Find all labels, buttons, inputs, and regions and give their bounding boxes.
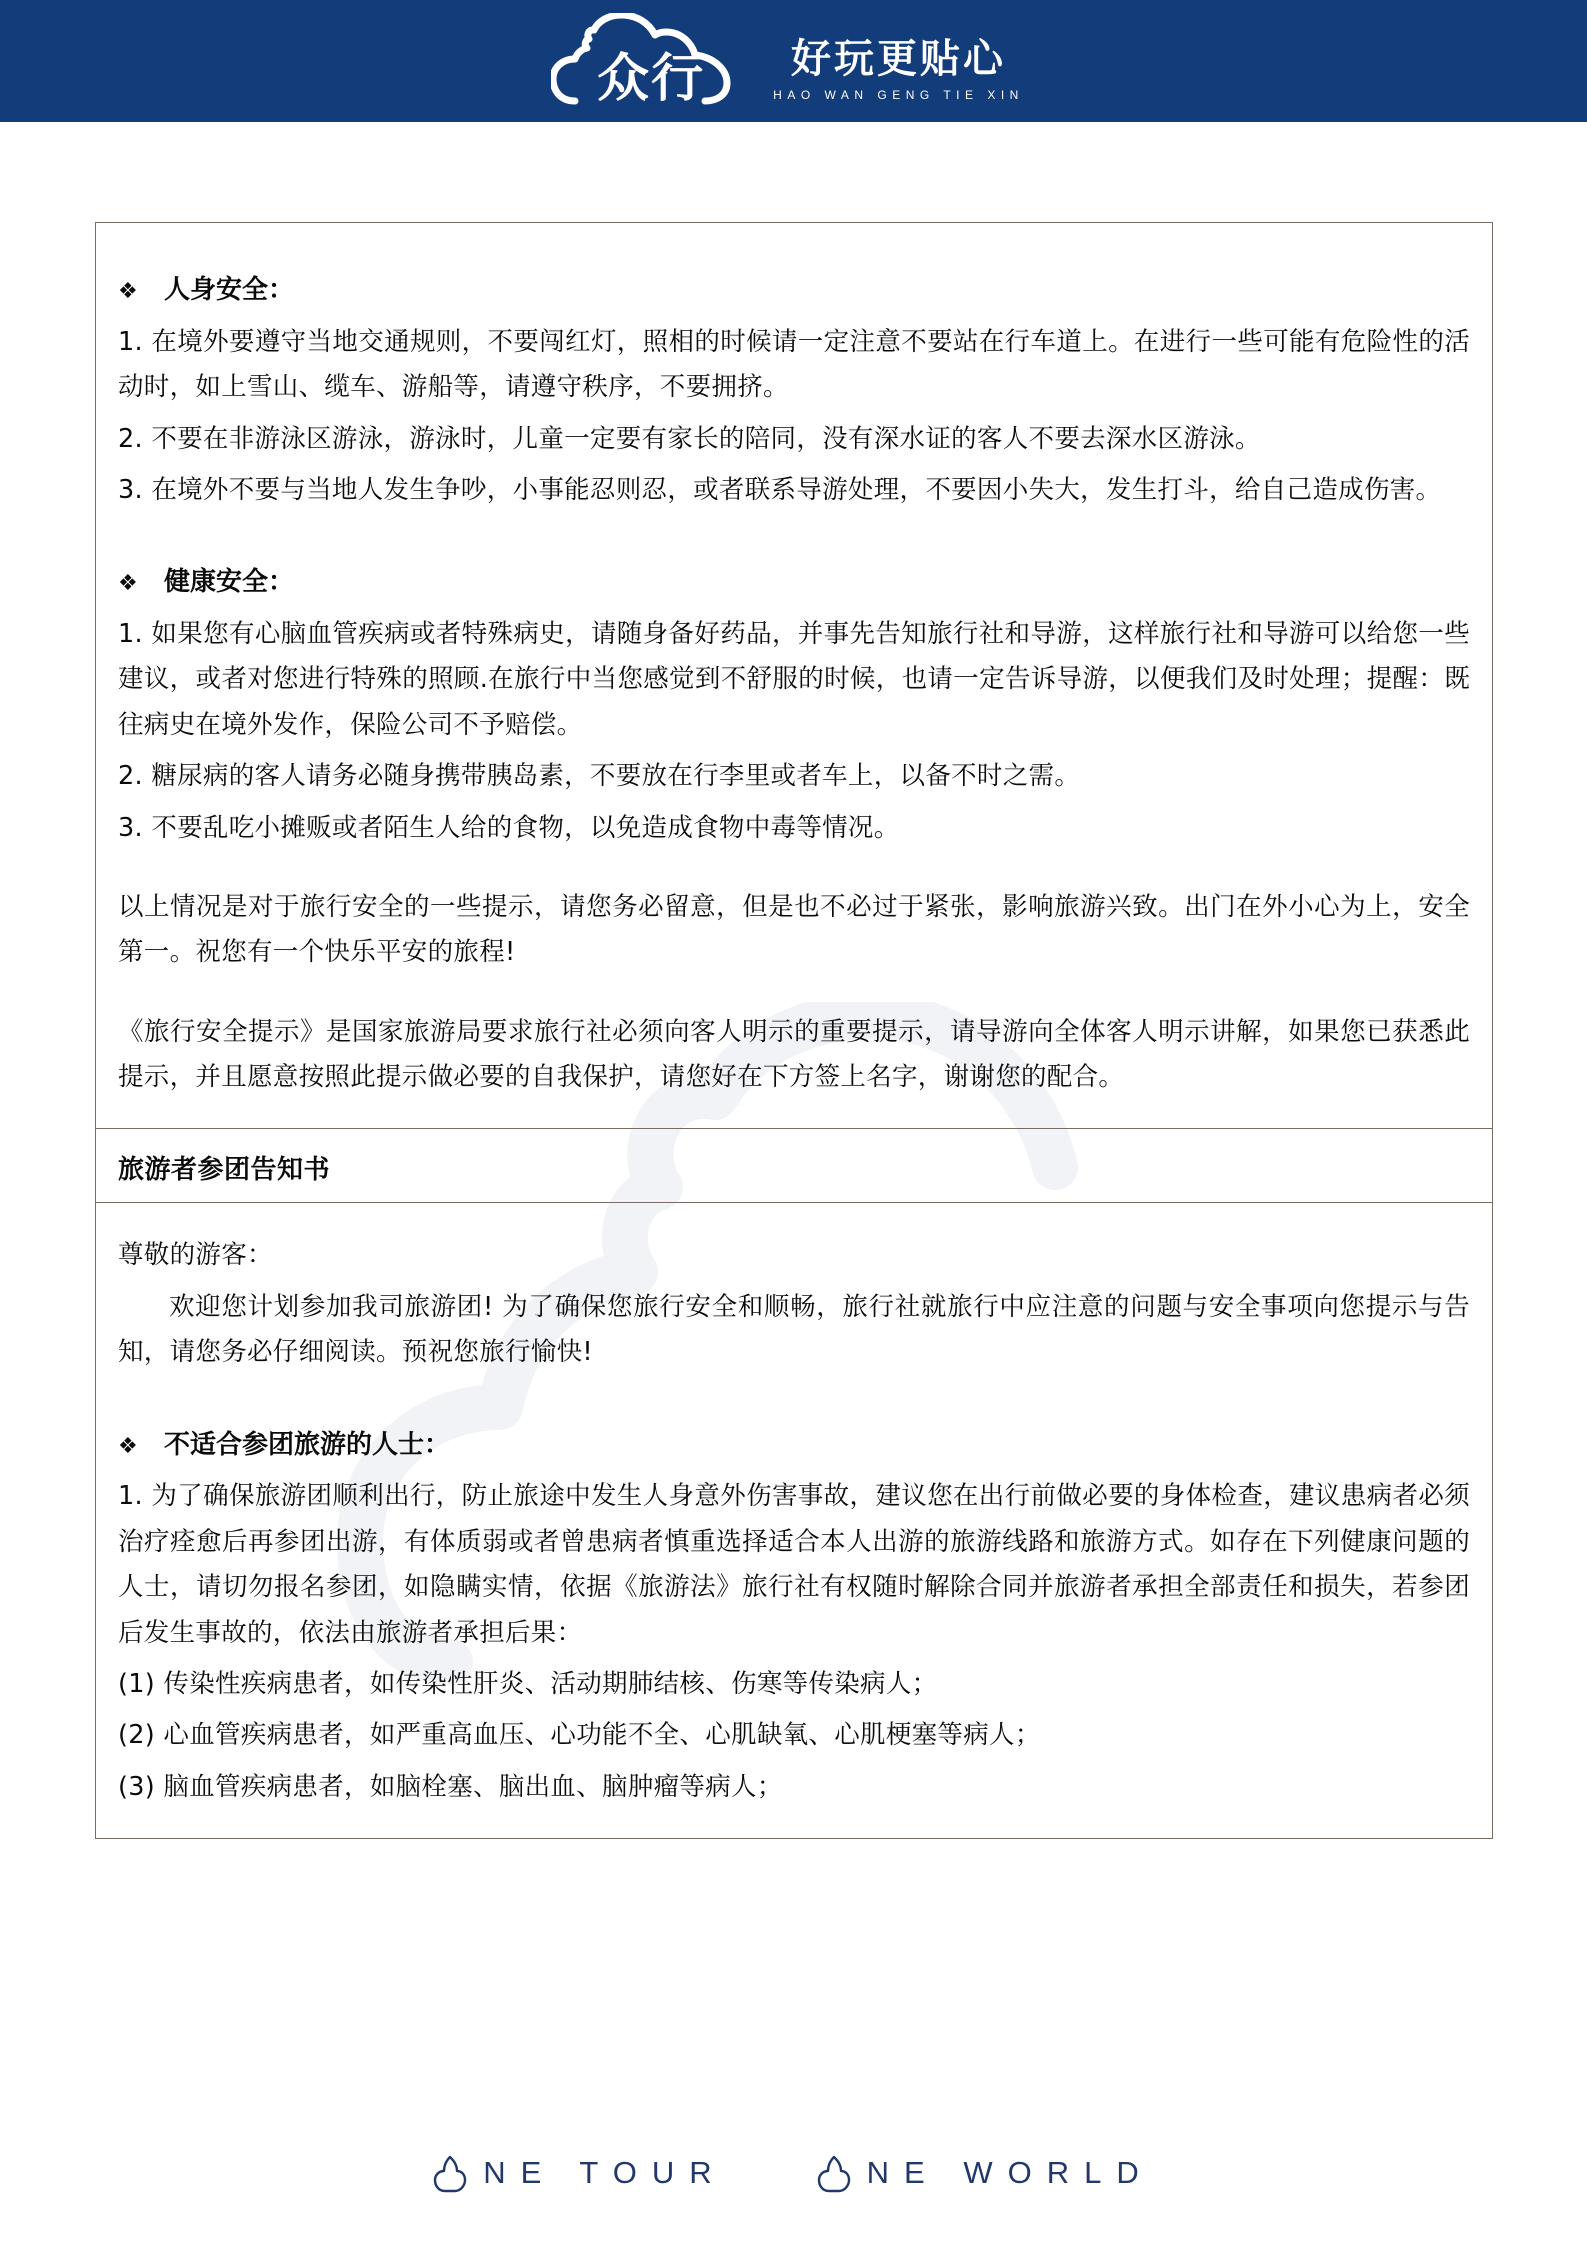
diamond-bullet-icon: ❖ xyxy=(118,1433,138,1459)
slogan-chinese: 好玩更贴心 xyxy=(791,35,1006,82)
notice-section-title: 旅游者参团告知书 xyxy=(96,1128,1492,1202)
slogan-pinyin: HAO WAN GENG TIE XIN xyxy=(773,87,1024,102)
welcome-paragraph: 欢迎您计划参加我司旅游团! 为了确保您旅行安全和顺畅，旅行社就旅行中应注意的问题与安全事项向您提示与告知，请您务必仔细阅读。预祝您旅行愉快! xyxy=(118,1291,1470,1368)
brand-name-cn: 众行 xyxy=(597,49,706,109)
footer-one-world xyxy=(817,2152,1154,2194)
section-heading-unfit-travelers xyxy=(118,1422,1470,1469)
safety-item: 2. 不要在非游泳区游泳，游泳时，儿童一定要有家长的陪同，没有深水证的客人不要去深水区游泳。 xyxy=(118,423,1261,454)
unfit-list-item: (3) 脑血管疾病患者，如脑栓塞、脑出血、脑肿瘤等病人； xyxy=(118,1771,783,1802)
unfit-intro-paragraph: 1. 为了确保旅游团顺利出行，防止旅途中发生人身意外伤害事故，建议您在出行前做必要的身体检查，建议患病者必须治疗痊愈后再参团出游，有体质弱或者曾患病者慎重选择适合本人出游的旅游线路和旅游方式。如存在下列健康问题的人士，请切勿报名参团，如隐瞒实情，依据《旅游法》旅行社有权随时解除合同并旅游者承担全部责任和损失，若参团后发生事故的，依法由旅游者承担后果： xyxy=(118,1481,1470,1648)
diamond-bullet-icon: ❖ xyxy=(118,571,138,597)
safety-item: 3. 在境外不要与当地人发生争吵，小事能忍则忍，或者联系导游处理，不要因小失大，发生打斗，给自己造成伤害。 xyxy=(118,474,1442,505)
health-item: 1. 如果您有心脑血管疾病或者特殊病史，请随身备好药品，并事先告知旅行社和导游，这样旅行社和导游可以给您一些建议，或者对您进行特殊的照顾.在旅行中当您感觉到不舒服的时候，也请一定告诉导游，以便我们及时处理；提醒：既往病史在境外发作，保险公司不予赔偿。 xyxy=(118,619,1470,740)
document-page xyxy=(0,122,1587,2245)
cloud-logo-icon xyxy=(551,13,751,109)
diamond-bullet-icon: ❖ xyxy=(118,279,138,304)
safety-notice-cell xyxy=(96,223,1492,1128)
section-heading-health-safety xyxy=(118,559,1470,606)
salutation: 尊敬的游客： xyxy=(118,1240,273,1271)
legal-disclosure-paragraph: 《旅行安全提示》是国家旅游局要求旅行社必须向客人明示的重要提示，请导游向全体客人明示讲解，如果您已获悉此提示，并且愿意按照此提示做必要的自我保护，请您好在下方签上名字，谢谢您的配合。 xyxy=(118,1016,1470,1093)
footer-text-one-world: NE WORLD xyxy=(866,2155,1154,2190)
closing-paragraph: 以上情况是对于旅行安全的一些提示，请您务必留意，但是也不必过于紧张，影响旅游兴致。出门在外小心为上，安全第一。祝您有一个快乐平安的旅程! xyxy=(118,891,1470,968)
participation-notice-cell xyxy=(96,1202,1492,1838)
section-heading-text: 健康安全： xyxy=(164,567,295,598)
brand-slogan xyxy=(773,37,1024,102)
site-header-bar xyxy=(0,0,1587,122)
footer-text-one-tour: NE TOUR xyxy=(483,2155,727,2190)
cloud-o-icon xyxy=(433,2152,467,2194)
section-spacer xyxy=(118,519,1470,545)
unfit-list-item: (2) 心血管疾病患者，如严重高血压、心功能不全、心肌缺氧、心肌梗塞等病人； xyxy=(118,1720,1041,1751)
section-heading-text: 不适合参团旅游的人士： xyxy=(164,1429,451,1460)
health-item: 3. 不要乱吃小摊贩或者陌生人给的食物，以免造成食物中毒等情况。 xyxy=(118,812,900,843)
unfit-list-item: (1) 传染性疾病患者，如传染性肝炎、活动期肺结核、伤寒等传染病人； xyxy=(118,1668,938,1699)
section-spacer xyxy=(118,1382,1470,1408)
cloud-o-icon xyxy=(817,2152,851,2194)
notice-table xyxy=(95,222,1493,1839)
page-footer xyxy=(0,2128,1587,2218)
brand-logo xyxy=(551,13,1024,109)
safety-item: 1. 在境外要遵守当地交通规则，不要闯红灯，照相的时候请一定注意不要站在行车道上。在进行一些可能有危险性的活动时，如上雪山、缆车、游船等，请遵守秩序，不要拥挤。 xyxy=(118,326,1470,403)
section-heading-text: 人身安全： xyxy=(164,275,295,305)
footer-one-tour xyxy=(433,2152,726,2194)
section-heading-personal-safety xyxy=(118,267,1470,314)
health-item: 2. 糖尿病的客人请务必随身携带胰岛素，不要放在行李里或者车上，以备不时之需。 xyxy=(118,761,1081,792)
